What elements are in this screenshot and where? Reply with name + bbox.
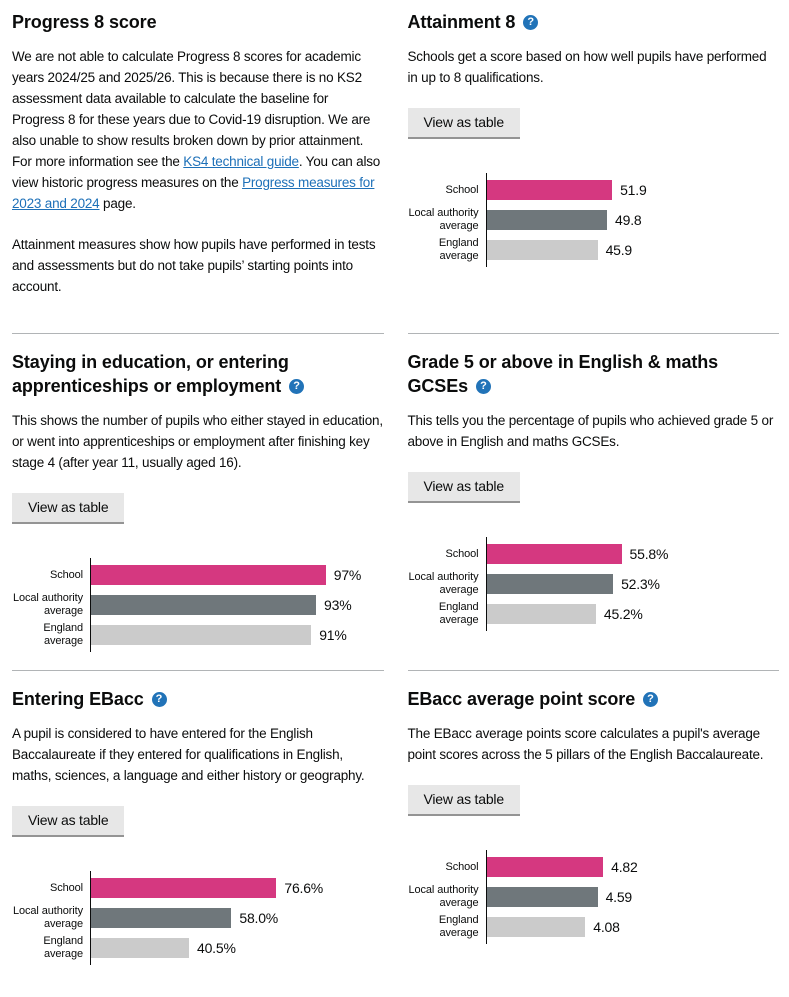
chart-axis-and-bars bbox=[90, 871, 384, 965]
local-authority-average-bar bbox=[487, 574, 614, 594]
bar-row bbox=[487, 544, 780, 564]
school-value-label: 55.8% bbox=[629, 545, 669, 562]
local-authority-average-value-label: 93% bbox=[324, 596, 352, 613]
local-authority-average-label: Local authority average bbox=[408, 207, 479, 232]
local-authority-average-value-label: 4.59 bbox=[605, 888, 633, 905]
attainment-8-heading-text: Attainment 8 bbox=[407, 12, 516, 32]
section-grade-5-english-maths bbox=[408, 333, 780, 670]
england-average-bar bbox=[91, 938, 189, 958]
school-label: School bbox=[445, 547, 479, 560]
bar-row bbox=[487, 604, 780, 624]
staying-heading-text: Staying in education, or entering apprenticeships or employment bbox=[12, 352, 289, 396]
staying-description: This shows the number of pupils who either stayed in education, or went into apprenticeships or employment after finishing key stage 4 (after year 11, usually aged 16). bbox=[12, 413, 383, 470]
help-icon[interactable]: ? bbox=[523, 15, 538, 30]
bar-row bbox=[487, 917, 780, 937]
bar-row bbox=[487, 180, 780, 200]
school-bar bbox=[487, 180, 613, 200]
england-average-bar bbox=[487, 917, 586, 937]
school-label: School bbox=[445, 860, 479, 873]
school-value-label: 51.9 bbox=[620, 181, 647, 198]
chart-axis-and-bars bbox=[486, 537, 780, 631]
local-authority-average-label: Local authority average bbox=[408, 884, 479, 909]
entering-ebacc-description: A pupil is considered to have entered for the English Baccalaureate if they entered for qualifications in English, maths, sciences, a language and either history or geography. bbox=[12, 726, 365, 783]
progress-8-text-2: . You can also view historic progress measures on the bbox=[12, 154, 381, 190]
school-bar bbox=[487, 857, 604, 877]
bar-row bbox=[487, 887, 780, 907]
ebacc-aps-heading bbox=[408, 687, 780, 711]
england-average-value-label: 45.9 bbox=[605, 241, 633, 258]
attainment-8-description: Schools get a score based on how well pupils have performed in up to 8 qualifications. bbox=[407, 49, 767, 85]
help-icon[interactable]: ? bbox=[152, 692, 167, 707]
ebacc-aps-bar-chart bbox=[408, 850, 780, 944]
ebacc-aps-description: The EBacc average points score calculates a pupil's average point scores across the 5 pillars of the English Baccalaureate. bbox=[407, 726, 764, 762]
school-value-label: 97% bbox=[333, 566, 362, 583]
view-as-table-button[interactable]: View as table bbox=[408, 108, 520, 137]
england-average-label: England average bbox=[438, 914, 479, 939]
school-label: School bbox=[49, 881, 83, 894]
staying-heading bbox=[12, 350, 384, 398]
england-average-label: England average bbox=[438, 601, 479, 626]
england-average-value-label: 4.08 bbox=[593, 918, 620, 935]
local-authority-average-label: Local authority average bbox=[12, 592, 83, 617]
school-bar bbox=[91, 878, 276, 898]
local-authority-average-bar bbox=[487, 887, 598, 907]
bar-row bbox=[91, 625, 384, 645]
bar-row bbox=[91, 908, 384, 928]
entering-ebacc-heading-text: Entering EBacc bbox=[12, 689, 144, 709]
grade-5-bar-chart bbox=[408, 537, 780, 631]
ebacc-aps-heading-text: EBacc average point score bbox=[407, 689, 636, 709]
bar-row bbox=[91, 595, 384, 615]
progress-8-text-3: page. bbox=[99, 196, 136, 211]
view-as-table-button[interactable]: View as table bbox=[12, 806, 124, 835]
bar-row bbox=[487, 857, 780, 877]
bar-row bbox=[91, 878, 384, 898]
local-authority-average-value-label: 52.3% bbox=[621, 575, 660, 592]
view-as-table-button[interactable]: View as table bbox=[408, 472, 520, 501]
school-bar bbox=[91, 565, 326, 585]
progress-measures-2023-2024-link[interactable]: Progress measures for 2023 and 2024 bbox=[12, 175, 375, 211]
england-average-label: England average bbox=[438, 237, 479, 262]
entering-ebacc-bar-chart bbox=[12, 871, 384, 965]
section-ebacc-average-point-score bbox=[408, 670, 780, 983]
bar-row bbox=[487, 574, 780, 594]
progress-8-paragraph-1 bbox=[12, 46, 384, 214]
help-icon[interactable]: ? bbox=[643, 692, 658, 707]
progress-8-paragraph-2: Attainment measures show how pupils have performed in tests and assessments but do not take pupils’ starting points into account. bbox=[12, 237, 376, 294]
bar-row bbox=[487, 240, 780, 260]
local-authority-average-bar bbox=[91, 908, 231, 928]
view-as-table-button[interactable]: View as table bbox=[408, 785, 520, 814]
progress-8-heading-text: Progress 8 score bbox=[12, 12, 157, 32]
grade-5-heading bbox=[408, 350, 780, 398]
grade-5-description: This tells you the percentage of pupils who achieved grade 5 or above in English and maths GCSEs. bbox=[407, 413, 774, 449]
bar-row bbox=[91, 565, 384, 585]
ks4-technical-guide-link[interactable]: KS4 technical guide bbox=[183, 154, 299, 169]
local-authority-average-value-label: 58.0% bbox=[239, 909, 279, 926]
measures-grid bbox=[12, 10, 779, 983]
england-average-bar bbox=[91, 625, 311, 645]
chart-category-labels bbox=[408, 850, 486, 944]
grade-5-heading-text: Grade 5 or above in English & maths GCSEs bbox=[407, 352, 719, 396]
section-entering-ebacc bbox=[12, 670, 384, 983]
england-average-value-label: 91% bbox=[319, 626, 347, 643]
help-icon[interactable]: ? bbox=[289, 379, 304, 394]
progress-8-text-1: We are not able to calculate Progress 8 scores for academic years 2024/25 and 2025/26. This is because there is no KS2 assessment data available to calculate the baseline for Progress 8 for these years due to Covid-19 disruption. We are also unable to show results broken down by prior attainment. For more information see the bbox=[12, 49, 371, 169]
school-label: School bbox=[49, 568, 83, 581]
local-authority-average-label: Local authority average bbox=[408, 571, 479, 596]
chart-category-labels bbox=[12, 558, 90, 652]
staying-bar-chart bbox=[12, 558, 384, 652]
england-average-bar bbox=[487, 604, 596, 624]
attainment-8-bar-chart bbox=[408, 173, 780, 267]
attainment-8-heading bbox=[408, 10, 780, 34]
help-icon[interactable]: ? bbox=[476, 379, 491, 394]
chart-category-labels bbox=[408, 537, 486, 631]
view-as-table-button[interactable]: View as table bbox=[12, 493, 124, 522]
local-authority-average-value-label: 49.8 bbox=[615, 211, 642, 228]
chart-axis-and-bars bbox=[90, 558, 384, 652]
chart-axis-and-bars bbox=[486, 850, 780, 944]
school-value-label: 76.6% bbox=[284, 879, 324, 896]
england-average-label: England average bbox=[43, 622, 83, 647]
chart-category-labels bbox=[408, 173, 486, 267]
england-average-bar bbox=[487, 240, 598, 260]
entering-ebacc-heading bbox=[12, 687, 384, 711]
school-bar bbox=[487, 544, 622, 564]
local-authority-average-bar bbox=[487, 210, 608, 230]
school-value-label: 4.82 bbox=[611, 858, 638, 875]
section-staying-in-education bbox=[12, 333, 384, 670]
section-progress-8 bbox=[12, 10, 384, 333]
bar-row bbox=[487, 210, 780, 230]
chart-category-labels bbox=[12, 871, 90, 965]
school-label: School bbox=[445, 183, 479, 196]
section-attainment-8 bbox=[408, 10, 780, 333]
england-average-value-label: 45.2% bbox=[603, 605, 643, 622]
local-authority-average-label: Local authority average bbox=[12, 905, 83, 930]
chart-axis-and-bars bbox=[486, 173, 780, 267]
england-average-value-label: 40.5% bbox=[197, 939, 236, 956]
local-authority-average-bar bbox=[91, 595, 316, 615]
england-average-label: England average bbox=[43, 935, 83, 960]
progress-8-heading bbox=[12, 10, 384, 34]
bar-row bbox=[91, 938, 384, 958]
